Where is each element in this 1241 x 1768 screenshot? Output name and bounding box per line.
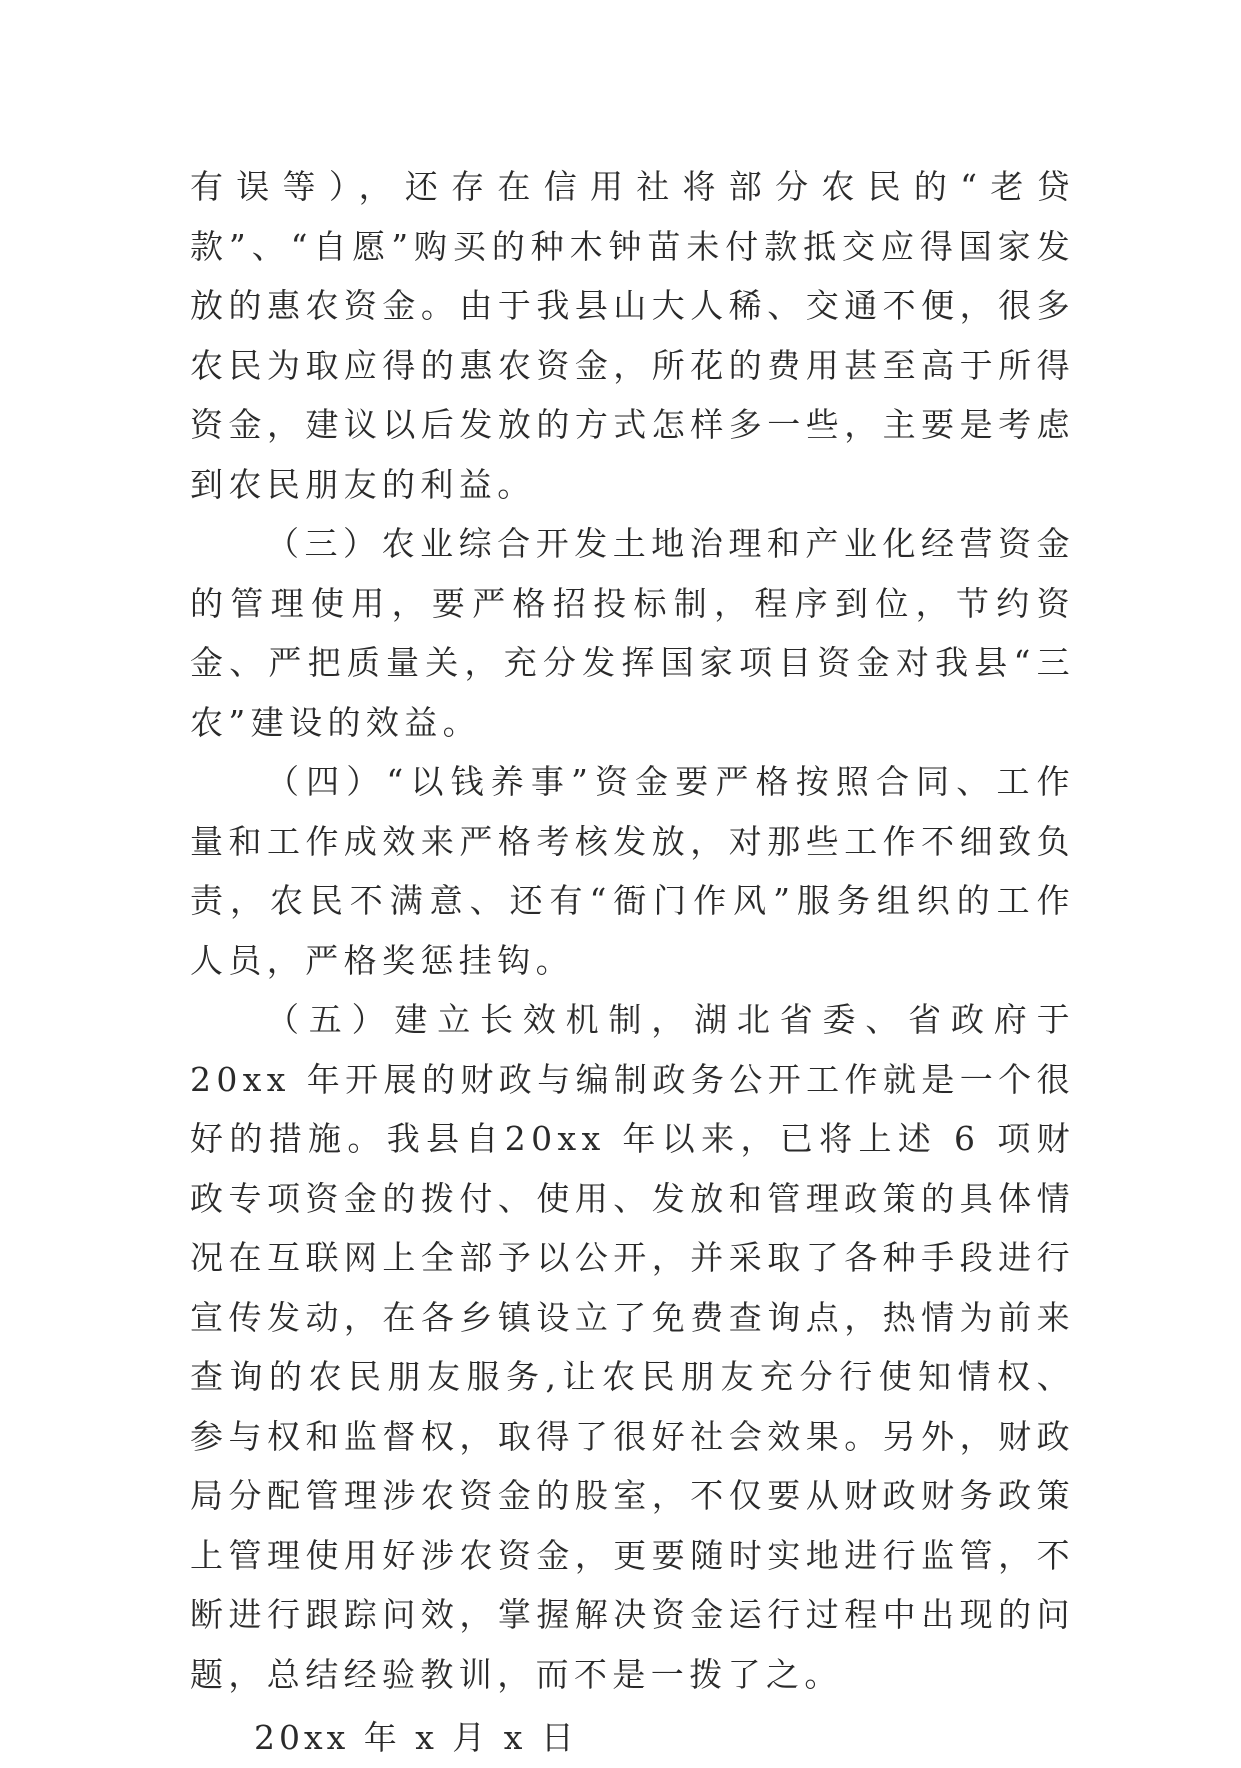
paragraph-continuation: 有误等），还存在信用社将部分农民的“老贷款”、“自愿”购买的种木钟苗未付款抵交应得国家发放的惠农资金。由于我县山大人稀、交通不便，很多农民为取应得的惠农资金，所花的费用甚至高于所得资金，建议以后发放的方式怎样多一些，主要是考虑到农民朋友的利益。 (190, 167, 1075, 504)
paragraph-item-5: （五）建立长效机制，湖北省委、省政府于 20xx 年开展的财政与编制政务公开工作就是一个很好的措施。我县自20xx 年以来，已将上述 6 项财政专项资金的拨付、使用、发放和管理政策的具体情况在互联网上全部予以公开，并采取了各种手段进行宣传发动，在各乡镇设立了免费查询点，热情为前来查询的农民朋友服务,让农民朋友充分行使知情权、参与权和监督权，取得了很好社会效果。另外，财政局分配管理涉农资金的股室，不仅要从财政财务政策上管理使用好涉农资金，更要随时实地进行监管，不断进行跟踪问效，掌握解决资金运行过程中出现的问题，总结经验教训，而不是一拨了之。 (190, 1000, 1075, 1694)
paragraph-item-4: （四）“以钱养事”资金要严格按照合同、工作量和工作成效来严格考核发放，对那些工作不细致负责，农民不满意、还有“衙门作风”服务组织的工作人员，严格奖惩挂钩。 (190, 762, 1075, 980)
document-date: 20xx 年 x 月 x 日 (254, 1718, 578, 1757)
paragraph-item-3: （三）农业综合开发土地治理和产业化经营资金的管理使用，要严格招投标制，程序到位，节约资金、严把质量关，充分发挥国家项目资金对我县“三农”建设的效益。 (190, 524, 1075, 742)
document-body (190, 157, 1075, 1768)
